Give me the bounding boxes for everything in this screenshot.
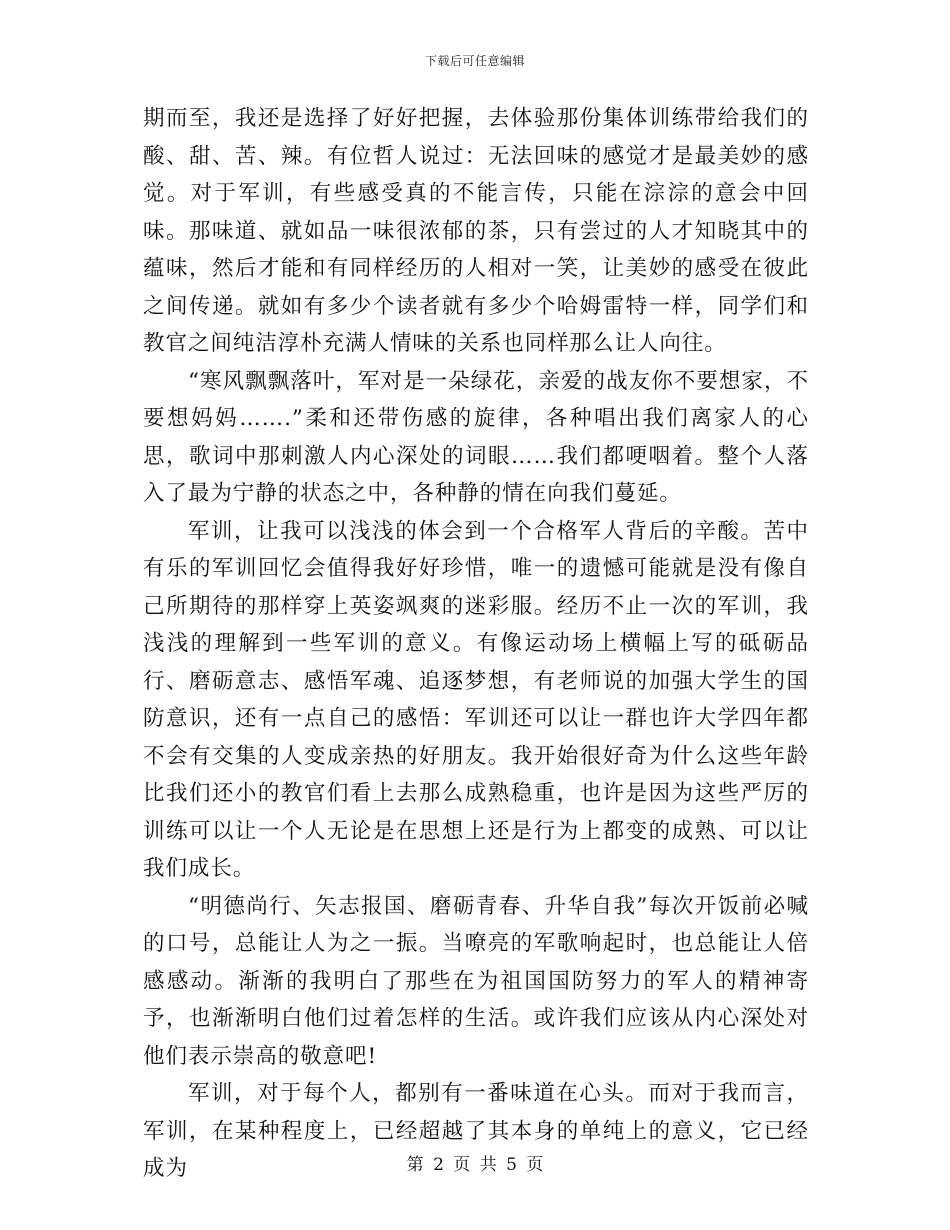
page-header-note: 下载后可任意编辑 — [424, 54, 525, 68]
paragraph-continued: 期而至，我还是选择了好好把握，去体验那份集体训练带给我们的酸、甜、苦、辣。有位哲人说过：无法回味的感觉才是最美妙的感觉。对于军训，有些感受真的不能言传，只能在淙淙的意会中回味。那味道、就如品一味很浓郁的茶，只有尝过的人才知晓其中的蕴味，然后才能和有同样经历的人相对一笑，让美妙的感受在彼此之间传递。就如有多少个读者就有多少个哈姆雷特一样，同学们和教官之间纯洁淳朴充满人情味的关系也同样那么让人向往。 — [143, 106, 809, 356]
paragraph-military-training-meaning: 军训，让我可以浅浅的体会到一个合格军人背后的辛酸。苦中有乐的军训回忆会值得我好好珍惜，唯一的遗憾可能就是没有像自己所期待的那样穿上英姿飒爽的迷彩服。经历不止一次的军训，我浅浅的理解到一些军训的意义。有像运动场上横幅上写的砥砺品行、磨砺意志、感悟军魂、追逐梦想，有老师说的加强大学生的国防意识，还有一点自己的感悟：军训还可以让一群也许大学四年都不会有交集的人变成亲热的好朋友。我开始很好奇为什么这些年龄比我们还小的教官们看上去那么成熟稳重，也许是因为这些严厉的训练可以让一个人无论是在思想上还是行为上都变的成熟、可以让我们成长。 — [143, 518, 809, 881]
paragraph-slogan: “明德尚行、矢志报国、磨砺青春、升华自我”每次开饭前必喊的口号，总能让人为之一振。当嘹亮的军歌响起时，也总能让人倍感感动。渐渐的我明白了那些在为祖国国防努力的军人的精神寄予，也渐渐明白他们过着怎样的生活。或许我们应该从内心深处对他们表示崇高的敬意吧! — [143, 893, 809, 1069]
paragraph-song-lyrics: “寒风飘飘落叶，军对是一朵绿花，亲爱的战友你不要想家，不要想妈妈…….”柔和还带伤感的旋律，各种唱出我们离家人的心思，歌词中那刺激人内心深处的词眼……我们都哽咽着。整个人落入了最为宁静的状态之中，各种静的情在向我们蔓延。 — [143, 368, 809, 506]
paragraph-conclusion: 军训，对于每个人，都别有一番味道在心头。而对于我而言，军训，在某种程度上，已经超越了其本身的单纯上的意义，它已经成为 — [143, 1081, 809, 1181]
page-number-footer: 第 2 页 共 5 页 — [406, 1155, 544, 1175]
document-body — [143, 100, 809, 1188]
